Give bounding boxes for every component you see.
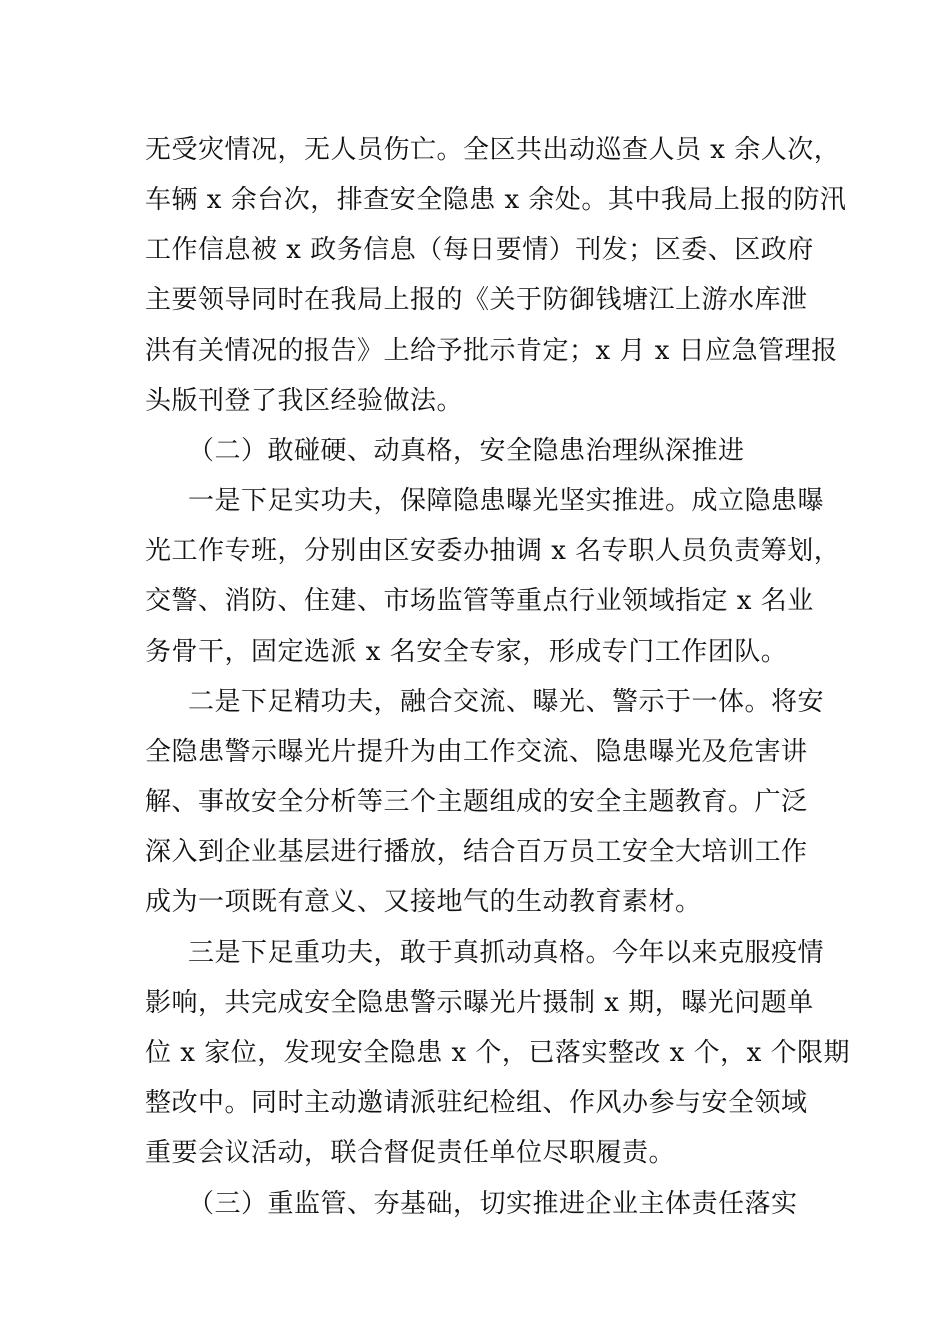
text-line: 主要领导同时在我局上报的《关于防御钱塘江上游水库泄 — [145, 285, 808, 315]
text-line: 深入到企业基层进行播放，结合百万员工安全大培训工作 — [145, 837, 808, 867]
text-line: 三是下足重功夫，敢于真抓动真格。今年以来克服疫情 — [188, 938, 825, 968]
text-line: 光工作专班，分别由区安委办抽调 x 名专职人员负责筹划， — [145, 536, 841, 566]
text-line: 车辆 x 余台次，排查安全隐患 x 余处。其中我局上报的防汛 — [145, 185, 847, 215]
section-heading: （二）敢碰硬、动真格，安全隐患治理纵深推进 — [188, 436, 745, 466]
text-line: 工作信息被 x 政务信息（每日要情）刊发；区委、区政府 — [145, 235, 814, 265]
text-line: 成为一项既有意义、又接地气的生动教育素材。 — [145, 887, 702, 917]
text-line: 交警、消防、住建、市场监管等重点行业领域指定 x 名业 — [145, 586, 814, 616]
text-line: 务骨干，固定选派 x 名安全专家，形成专门工作团队。 — [145, 637, 788, 667]
text-line: 全隐患警示曝光片提升为由工作交流、隐患曝光及危害讲 — [145, 737, 808, 767]
text-line: 整改中。同时主动邀请派驻纪检组、作风办参与安全领域 — [145, 1088, 808, 1118]
text-line: 头版刊登了我区经验做法。 — [145, 386, 464, 416]
text-line: 一是下足实功夫，保障隐患曝光坚实推进。成立隐患曝 — [188, 486, 825, 516]
text-line: 重要会议活动，联合督促责任单位尽职履责。 — [145, 1138, 676, 1168]
text-line: 影响，共完成安全隐患警示曝光片摄制 x 期，曝光问题单 — [145, 988, 814, 1018]
text-line: 洪有关情况的报告》上给予批示肯定；x 月 x 日应急管理报 — [145, 336, 838, 366]
text-line: 解、事故安全分析等三个主题组成的安全主题教育。广泛 — [145, 787, 808, 817]
section-heading: （三）重监管、夯基础，切实推进企业主体责任落实 — [188, 1189, 798, 1219]
text-line: 无受灾情况，无人员伤亡。全区共出动巡查人员 x 余人次， — [145, 135, 841, 165]
text-line: 二是下足精功夫，融合交流、曝光、警示于一体。将安 — [188, 687, 825, 717]
text-line: 位 x 家位，发现安全隐患 x 个，已落实整改 x 个，x 个限期 — [145, 1038, 851, 1068]
